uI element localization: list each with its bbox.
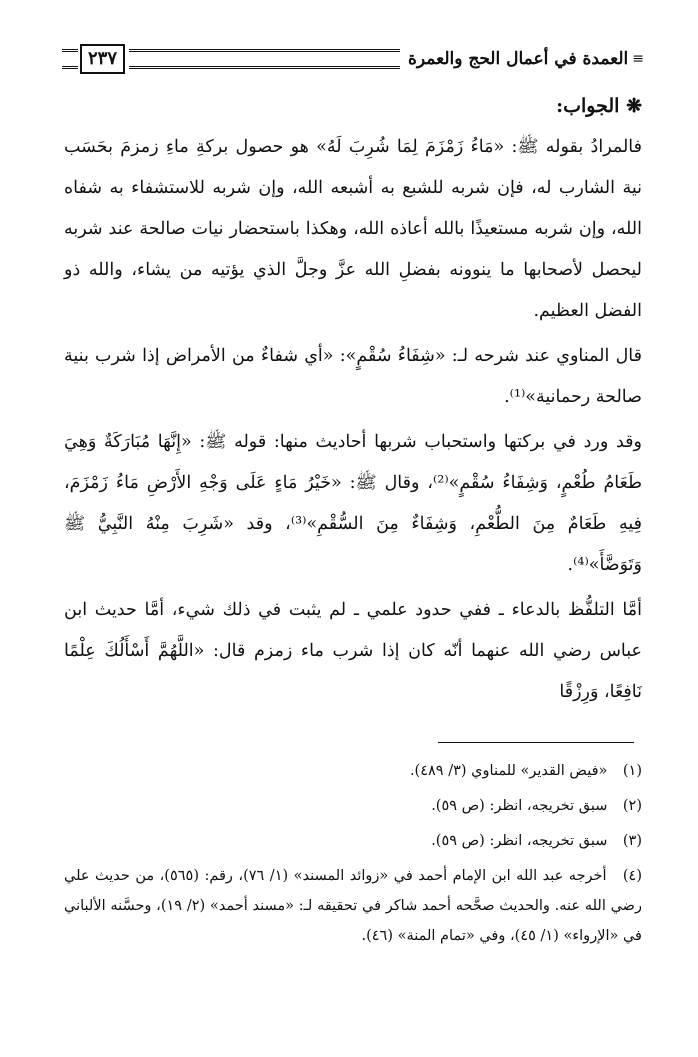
paragraph-4: أمَّا التلفُّظ بالدعاء ـ ففي حدود علمي ـ لم يثبت في ذلك شيء، أمَّا حديث ابن عباس رضي الله عنهما أنّه كان إذا شرب ماء زمزم قال: «اللَّهُمَّ أَسْأَلُكَ عِلْمًا نَافِعًا، وَرِزْقًا xyxy=(64,600,642,702)
footnote-text: سبق تخريجه، انظر: (ص ٥٩). xyxy=(431,833,608,849)
footnote-number: (١) xyxy=(622,763,642,779)
main-text xyxy=(64,86,642,713)
footnote-1 xyxy=(64,756,642,786)
footnote-number: (٤) xyxy=(622,868,643,884)
paragraph-3: وقد ورد في بركتها واستحباب شربها أحاديث منها: قوله ﷺ: «إِنَّهَا مُبَارَكَةٌ وَهِيَ طَعَامُ طُعْمٍ، وَشِفَاءُ سُقْمٍ»⁽²⁾، وقال ﷺ: «خَيْرُ مَاءٍ عَلَى وَجْهِ الأَرْضِ مَاءُ زَمْزَمَ، فِيهِ طَعَامٌ مِنَ الطُّعْمِ، وَشِفَاءٌ مِنَ السُّقْمِ»⁽³⁾، وقد «شَرِبَ مِنْهُ النَّبِيُّ ﷺ وَتَوَضَّأَ»⁽⁴⁾. xyxy=(64,432,642,575)
running-title: العمدة في أعمال الحج والعمرة xyxy=(408,49,629,69)
header-bullet-icon: ≡ xyxy=(632,51,644,67)
footnote-text: «فيض القدير» للمناوي (٣/ ٤٨٩). xyxy=(409,763,608,779)
section-heading: ❋ الجواب: xyxy=(556,95,642,117)
page-header xyxy=(62,42,644,76)
footnote-number: (٣) xyxy=(622,833,642,849)
footnote-2 xyxy=(64,791,642,821)
paragraph-2: قال المناوي عند شرحه لـ: «شِفَاءُ سُقْمٍ»: «أي شفاءٌ من الأمراض إذا شرب بنية صالحة رحمانية»⁽¹⁾. xyxy=(64,346,642,407)
page-number: ٢٣٧ xyxy=(80,44,125,74)
footnote-text: أخرجه عبد الله ابن الإمام أحمد في «زوائد المسند» (١/ ٧٦)، رقم: (٥٦٥)، من حديث علي رضي الله عنه. والحديث صحَّحه أحمد شاكر في تحقيقه لـ: «مسند أحمد» (٢/ ١٩)، وحسَّنه الألباني في «الإرواء» (١/ ٤٥)، وفي «تمام المنة» (٤٦). xyxy=(64,868,642,944)
footnotes xyxy=(64,756,642,956)
header-rule-end xyxy=(62,49,78,69)
footnote-number: (٢) xyxy=(622,798,642,814)
footnote-text: سبق تخريجه، انظر: (ص ٥٩). xyxy=(431,798,608,814)
header-rule xyxy=(129,49,400,69)
footnote-divider xyxy=(438,742,634,743)
footnote-3 xyxy=(64,826,642,856)
paragraph-1: فالمرادُ بقوله ﷺ: «مَاءُ زَمْزَمَ لِمَا شُرِبَ لَهُ» هو حصول بركةِ ماءِ زمزمَ بحَسَب نية الشارب له، فإن شربه للشبع به أشبعه الله، وإن شربه للاستشفاء به شفاه الله، وإن شربه مستعيذًا بالله أعاذه الله، وهكذا باستحضار نيات صالحة عند شربه ليحصل لأصحابها ما ينوونه بفضلِ الله عزَّ وجلَّ الذي يؤتيه من يشاء، والله ذو الفضل العظيم. xyxy=(64,137,642,321)
footnote-4 xyxy=(64,861,642,951)
